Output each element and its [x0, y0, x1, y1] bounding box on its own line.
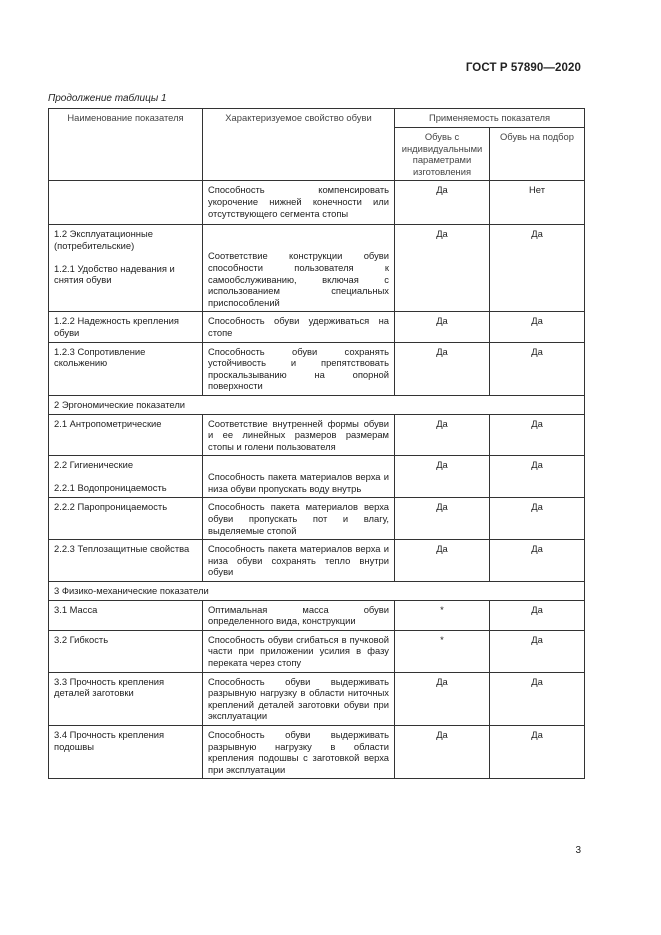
col-header-individual: Обувь с индивидуальными параметрами изготовления	[395, 128, 490, 181]
row-individual: Да	[395, 312, 490, 342]
row-individual: Да	[395, 672, 490, 725]
row-selection: Да	[490, 725, 585, 778]
row-selection: Да	[490, 312, 585, 342]
row-property: Способность пакета материалов верха и низа обуви сохранять тепло внутри обуви	[203, 540, 395, 582]
row-name	[49, 225, 203, 312]
row-name: 2.2.2 Паропроницаемость	[49, 498, 203, 540]
col-header-selection: Обувь на подбор	[490, 128, 585, 181]
row-selection: Да	[490, 225, 585, 312]
row-property: Способность пакета материалов верха обуви пропускать пот и влагу, выделяемые стопой	[203, 498, 395, 540]
row-property: Способность обуви выдерживать разрывную нагрузку в области крепления подошвы с заготовкой верха при эксплуатации	[203, 725, 395, 778]
section-row	[49, 395, 585, 414]
section-title: 2 Эргономические показатели	[49, 395, 585, 414]
table-row	[49, 181, 585, 225]
row-group-title: 2.2 Гигиенические	[54, 459, 134, 471]
row-name: 3.4 Прочность крепления подошвы	[49, 725, 203, 778]
row-name: 1.2.2 Надежность крепления обуви	[49, 312, 203, 342]
row-property: Способность обуви сгибаться в пучковой части при приложении усилия в фазу переката через стопу	[203, 630, 395, 672]
row-selection: Да	[490, 540, 585, 582]
row-selection: Да	[490, 498, 585, 540]
row-individual: *	[395, 630, 490, 672]
table-row	[49, 600, 585, 630]
table-row	[49, 498, 585, 540]
row-individual: Да	[395, 342, 490, 395]
row-selection: Да	[490, 600, 585, 630]
row-property: Соответствие внутренней формы обуви и ее линейных размеров размерам стопы и голени пользователя	[203, 414, 395, 456]
row-individual: Да	[395, 181, 490, 225]
row-individual: Да	[395, 225, 490, 312]
row-property: Способность обуви выдерживать разрывную нагрузку в области ниточных креплений деталей заготовки обуви при эксплуатации	[203, 672, 395, 725]
standard-code: ГОСТ Р 57890—2020	[465, 62, 581, 74]
row-selection: Да	[490, 672, 585, 725]
row-property	[203, 225, 395, 312]
table-row	[49, 540, 585, 582]
section-row	[49, 582, 585, 601]
row-selection: Да	[490, 630, 585, 672]
row-property: Оптимальная масса обуви определенного вида, конструкции	[203, 600, 395, 630]
table-row	[49, 414, 585, 456]
row-selection: Да	[490, 414, 585, 456]
table-row	[49, 725, 585, 778]
row-name	[49, 181, 203, 225]
row-name: 3.1 Масса	[49, 600, 203, 630]
table-row	[49, 312, 585, 342]
col-header-name: Наименование показателя	[49, 109, 203, 181]
row-individual: Да	[395, 414, 490, 456]
row-name	[49, 456, 203, 498]
row-property: Способность обуви удерживаться на стопе	[203, 312, 395, 342]
row-name: 3.3 Прочность крепления деталей заготовки	[49, 672, 203, 725]
row-individual: *	[395, 600, 490, 630]
row-property-text: Способность пакета материалов верха и низа обуви пропускать воду внутрь	[208, 471, 389, 494]
row-selection: Да	[490, 456, 585, 498]
row-property: Способность обуви сохранять устойчивость и препятствовать проскальзыванию на опорной поверхности	[203, 342, 395, 395]
table-row	[49, 342, 585, 395]
row-property-text: Соответствие конструкции обуви способности пользователя к самообслуживанию, включая с использованием специальных приспособлений	[208, 250, 389, 308]
row-name: 1.2.3 Сопротивление скольжению	[49, 342, 203, 395]
col-header-applicability: Применяемость показателя	[395, 109, 585, 128]
row-property	[203, 456, 395, 498]
row-individual: Да	[395, 498, 490, 540]
table-row	[49, 630, 585, 672]
row-name: 2.1 Антропометрические	[49, 414, 203, 456]
col-header-property: Характеризуемое свойство обуви	[203, 109, 395, 181]
row-name: 3.2 Гибкость	[49, 630, 203, 672]
row-individual: Да	[395, 725, 490, 778]
row-selection: Нет	[490, 181, 585, 225]
table-row	[49, 225, 585, 312]
row-individual: Да	[395, 456, 490, 498]
row-property: Способность компенсировать укорочение нижней конечности или отсутствующего сегмента стопы	[203, 181, 395, 225]
table-row	[49, 456, 585, 498]
row-name: 2.2.3 Теплозащитные свойства	[49, 540, 203, 582]
table-caption: Продолжение таблицы 1	[48, 93, 167, 104]
specification-table	[48, 108, 585, 779]
row-selection: Да	[490, 342, 585, 395]
section-title: 3 Физико-механические показатели	[49, 582, 585, 601]
row-subname: 2.2.1 Водопроницаемость	[54, 481, 167, 493]
table-row	[49, 672, 585, 725]
row-individual: Да	[395, 540, 490, 582]
row-subname: 1.2.1 Удобство надевания и снятия обуви	[54, 262, 175, 286]
page-number: 3	[575, 845, 581, 856]
row-group-title: 1.2 Эксплуатационные (потребительские)	[54, 228, 153, 251]
